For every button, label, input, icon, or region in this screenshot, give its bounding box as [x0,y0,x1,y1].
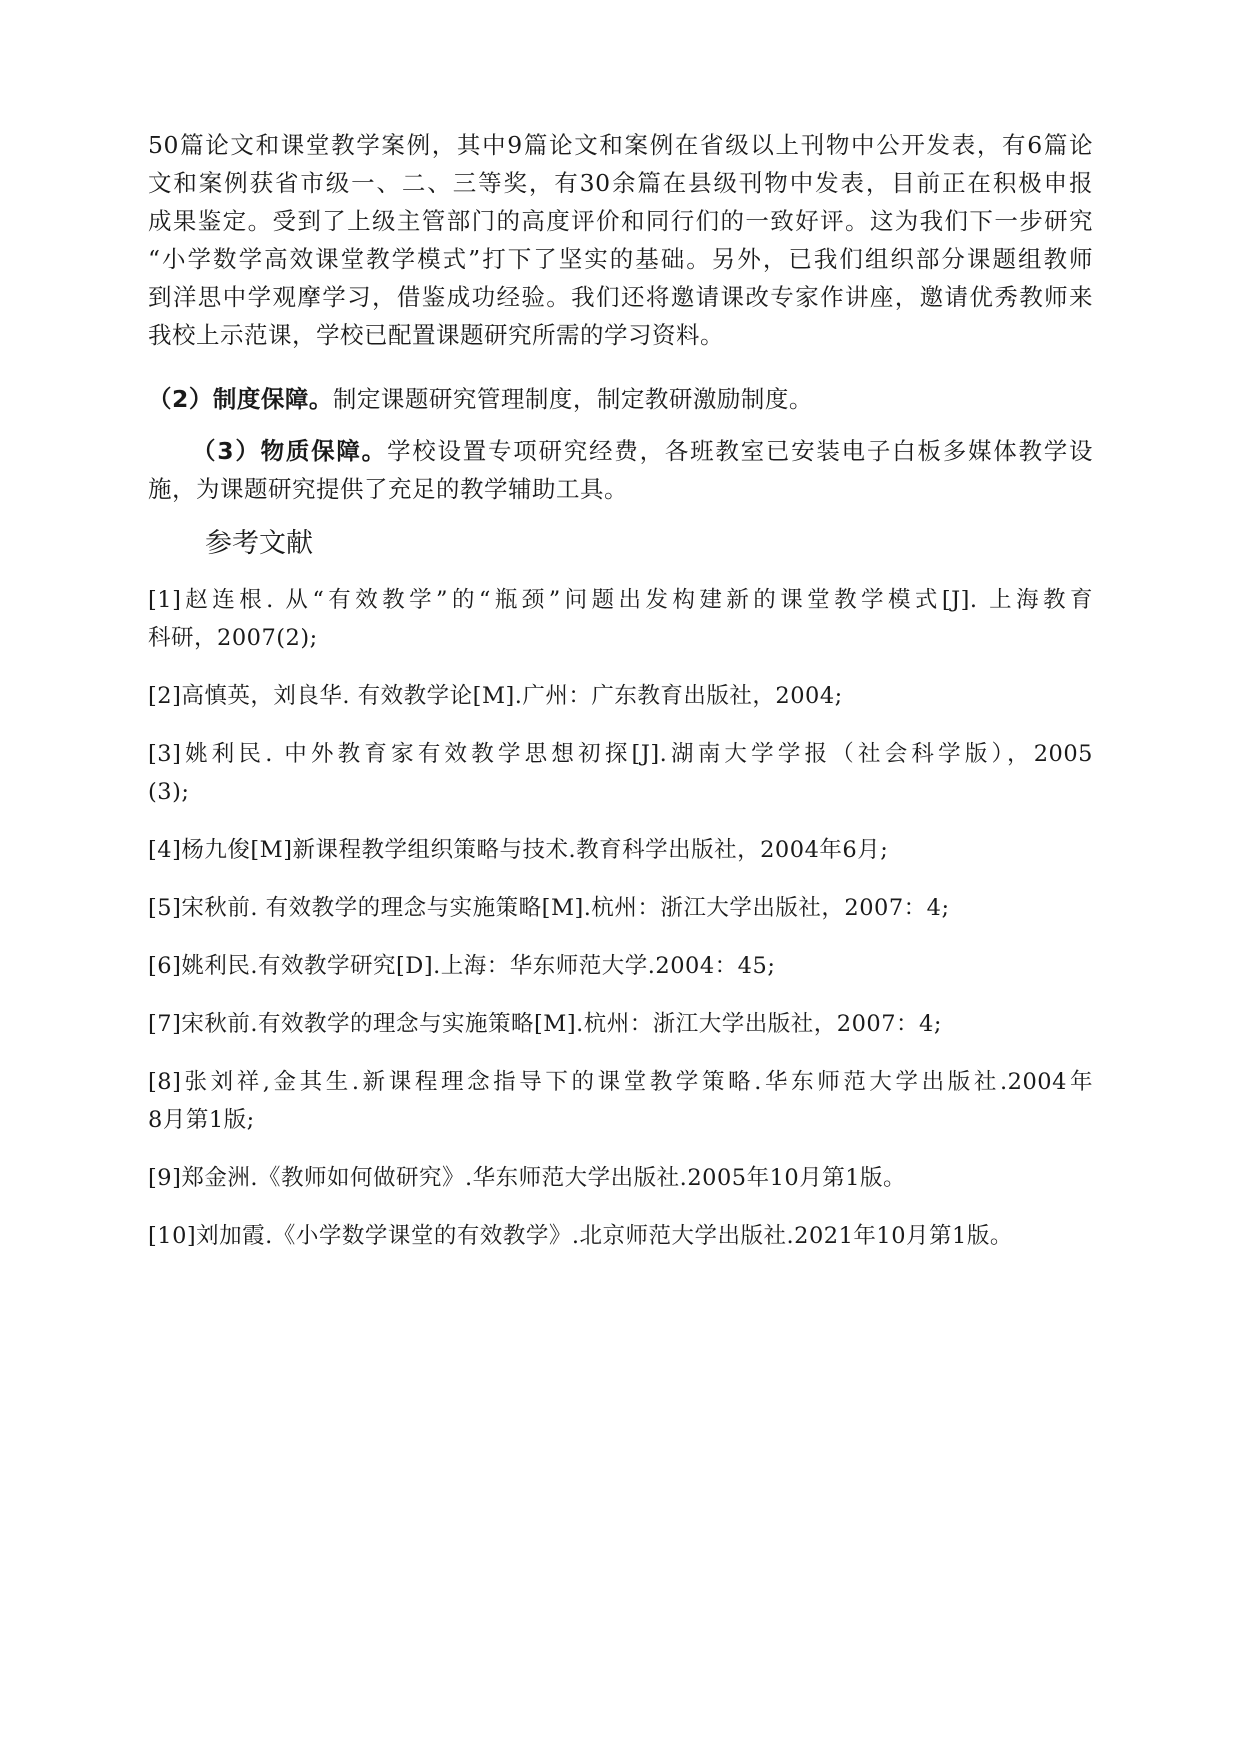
references-heading: 参考文献 [205,528,313,559]
reference-line: 科研，2007(2); [148,625,318,651]
reference-item [148,1063,1093,1139]
paragraph-line: 到洋思中学观摩学习，借鉴成功经验。我们还将邀请课改专家作讲座，邀请优秀教师来 [148,283,1093,311]
paragraph-line: “小学数学高效课堂教学模式”打下了坚实的基础。另外，已我们组织部分课题组教师 [148,245,1093,273]
paragraph-material-guarantee [148,432,1093,508]
system-guarantee-text: 制定课题研究管理制度，制定教研激励制度。 [332,385,813,413]
reference-line: [5]宋秋前. 有效教学的理念与实施策略[M].杭州：浙江大学出版社，2007：4; [148,895,950,921]
reference-item [148,1217,1093,1255]
paragraph-system-guarantee [148,380,1093,418]
reference-item [148,831,1093,869]
reference-item [148,889,1093,927]
system-guarantee-heading: （2）制度保障。 [148,385,333,413]
references-list [148,581,1093,1255]
page-content [148,126,1093,1275]
material-guarantee-text: 学校设置专项研究经费，各班教室已安装电子白板多媒体教学设 [386,437,1094,465]
paragraph-line: 施，为课题研究提供了充足的教学辅助工具。 [148,475,628,503]
paragraph-line [148,380,1093,418]
reference-item [148,581,1093,657]
reference-line: [9]郑金洲.《教师如何做研究》.华东师范大学出版社.2005年10月第1版。 [148,1165,907,1191]
paragraph-line: 50篇论文和课堂教学案例，其中9篇论文和案例在省级以上刊物中公开发表，有6篇论 [148,131,1093,159]
material-guarantee-heading: （3）物质保障。 [192,437,387,465]
reference-line: [10]刘加霞.《小学数学课堂的有效教学》.北京师范大学出版社.2021年10月第1版。 [148,1223,1013,1249]
reference-line: [1]赵连根. 从“有效教学”的“瓶颈”问题出发构建新的课堂教学模式[J]. 上海教育 [148,587,1093,613]
paragraph-line: 文和案例获省市级一、二、三等奖，有30余篇在县级刊物中发表，目前正在积极申报 [148,169,1093,197]
reference-line: (3); [148,779,190,805]
reference-line: 8月第1版; [148,1107,255,1133]
reference-item [148,947,1093,985]
reference-line: [8]张刘祥,金其生.新课程理念指导下的课堂教学策略.华东师范大学出版社.2004年 [148,1069,1093,1095]
reference-line: [7]宋秋前.有效教学的理念与实施策略[M].杭州：浙江大学出版社，2007：4; [148,1011,942,1037]
reference-line: [6]姚利民.有效教学研究[D].上海：华东师范大学.2004：45; [148,953,776,979]
reference-item [148,1005,1093,1043]
reference-line: [2]高慎英，刘良华. 有效教学论[M].广州：广东教育出版社，2004; [148,683,843,709]
paragraph-research-results [148,126,1093,354]
reference-item [148,677,1093,715]
paragraph-line [148,432,1093,470]
paragraph-line: 成果鉴定。受到了上级主管部门的高度评价和同行们的一致好评。这为我们下一步研究 [148,207,1093,235]
reference-item [148,735,1093,811]
reference-item [148,1159,1093,1197]
paragraph-line: 我校上示范课，学校已配置课题研究所需的学习资料。 [148,321,724,349]
reference-line: [4]杨九俊[M]新课程教学组织策略与技术.教育科学出版社，2004年6月; [148,837,889,863]
reference-line: [3]姚利民. 中外教育家有效教学思想初探[J].湖南大学学报（社会科学版），2005 [148,741,1093,767]
